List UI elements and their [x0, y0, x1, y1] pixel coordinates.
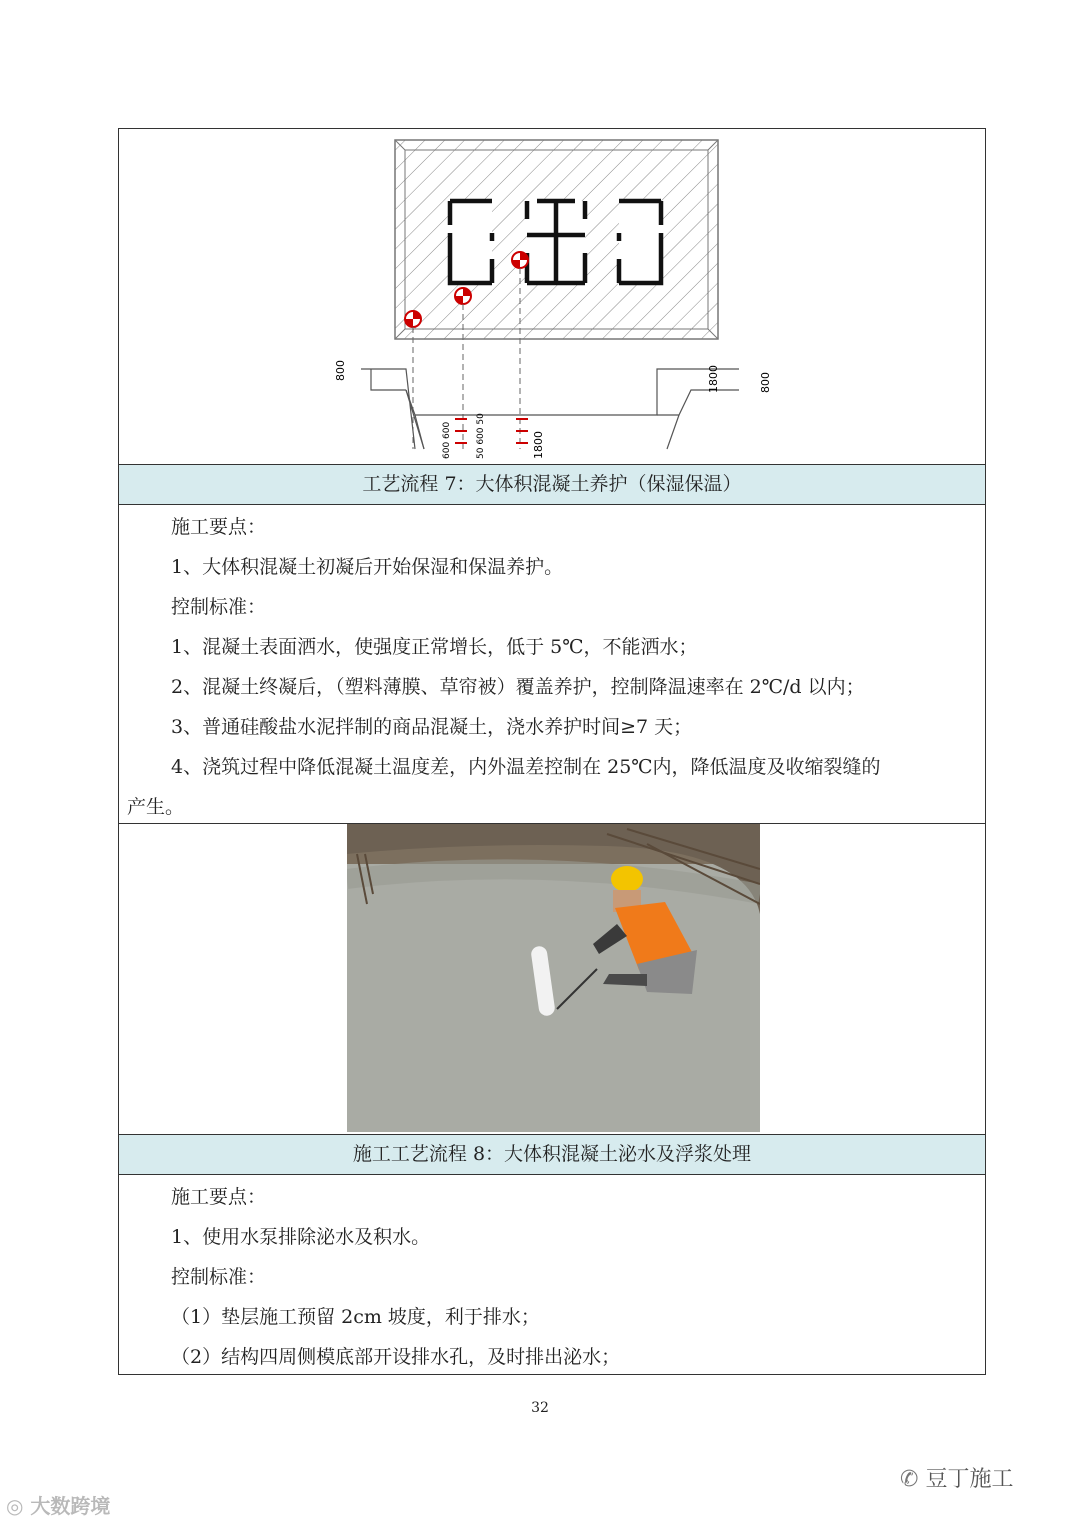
dim-bottom-3: 1800 — [532, 431, 545, 459]
standard-item: 1、混凝土表面洒水，使强度正常增长，低于 5℃，不能洒水； — [171, 636, 698, 658]
standard-item: 3、普通硅酸盐水泥拌制的商品混凝土，浇水养护时间≥7 天； — [171, 716, 693, 738]
standard-item: （2）结构四周侧模底部开设排水孔，及时排出泌水； — [171, 1346, 621, 1368]
photo-cell — [119, 823, 985, 1136]
section8-title: 施工工艺流程 8：大体积混凝土泌水及浮浆处理 — [352, 1143, 752, 1165]
standard-item: （1）垫层施工预留 2cm 坡度，利于排水； — [171, 1306, 540, 1328]
section8-body — [119, 1177, 985, 1377]
dim-right-1: 1800 — [707, 365, 720, 393]
point-item: 1、大体积混凝土初凝后开始保湿和保温养护。 — [171, 556, 564, 578]
section7-title: 工艺流程 7：大体积混凝土养护（保湿保温） — [362, 473, 742, 495]
section8-header — [119, 1134, 985, 1175]
standard-label: 控制标准： — [171, 596, 267, 618]
standard-item-continuation: 产生。 — [127, 796, 185, 818]
curing-worker-photo — [347, 824, 760, 1132]
watermark-right-text: 豆丁施工 — [925, 1467, 1014, 1492]
watermark-left — [6, 1490, 110, 1519]
dim-left: 800 — [334, 360, 347, 381]
dim-right-2: 800 — [759, 372, 772, 393]
page-number: 32 — [531, 1400, 549, 1416]
point-item: 1、使用水泵排除泌水及积水。 — [171, 1226, 431, 1248]
points-label: 施工要点： — [171, 516, 267, 538]
core-walls — [450, 201, 661, 283]
watermark-logo-icon: ◎ — [6, 1494, 31, 1518]
temperature-sensor-layout-drawing — [119, 129, 985, 465]
points-label: 施工要点： — [171, 1186, 267, 1208]
section7-header — [119, 464, 985, 505]
drawing-cell — [119, 129, 985, 465]
standard-label: 控制标准： — [171, 1266, 267, 1288]
section-profile — [361, 369, 424, 449]
document-table — [118, 128, 986, 1375]
standard-item: 4、浇筑过程中降低混凝土温度差，内外温差控制在 25℃内，降低温度及收缩裂缝的 — [171, 756, 881, 778]
watermark-left-text: 大数跨境 — [30, 1494, 111, 1518]
wechat-icon: ✆ — [900, 1467, 926, 1492]
section7-body — [119, 507, 985, 827]
dim-bottom-2: 50 600 50 — [476, 413, 486, 459]
watermark-right — [900, 1462, 1013, 1493]
standard-item: 2、混凝土终凝后，（塑料薄膜、草帘被）覆盖养护，控制降温速率在 2℃/d 以内； — [171, 676, 865, 698]
dim-bottom-1: 600 600 — [442, 421, 452, 459]
